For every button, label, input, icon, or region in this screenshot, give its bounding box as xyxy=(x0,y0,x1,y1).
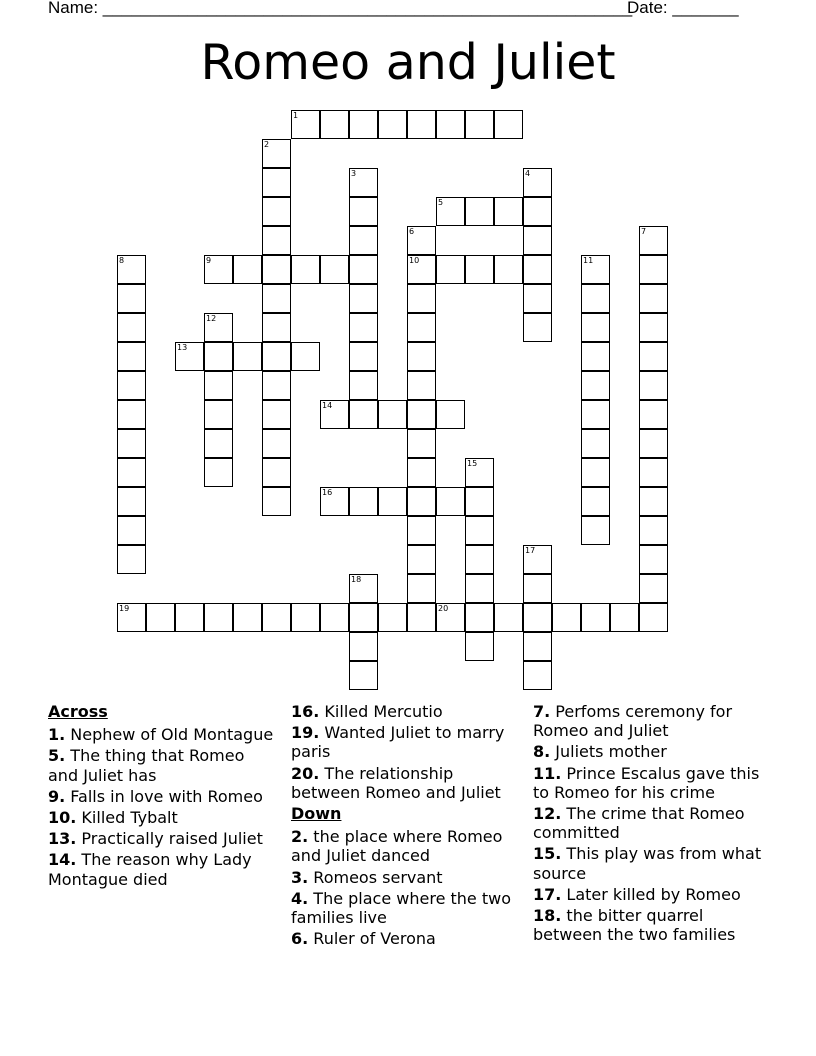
grid-cell[interactable] xyxy=(349,342,378,371)
grid-cell[interactable] xyxy=(465,487,494,516)
clue-text: The thing that Romeo and Juliet has xyxy=(48,746,245,785)
grid-cell[interactable] xyxy=(349,661,378,690)
clue-text: Perfoms ceremony for Romeo and Juliet xyxy=(533,702,733,741)
clue-text: Prince Escalus gave this to Romeo for his crime xyxy=(533,763,760,802)
grid-cell[interactable] xyxy=(378,110,407,139)
clue-item xyxy=(48,746,278,784)
clue-number: 5 xyxy=(438,198,444,207)
grid-cell[interactable] xyxy=(523,284,552,313)
clue-number: 13 xyxy=(177,343,188,352)
grid-cell[interactable] xyxy=(581,342,610,371)
grid-cell[interactable] xyxy=(523,226,552,255)
clue-number: 12 xyxy=(206,314,217,323)
clue-text: The reason why Lady Montague died xyxy=(48,850,252,889)
clue-text: The place where the two families live xyxy=(291,888,511,928)
clue-item xyxy=(533,764,773,802)
clue-item xyxy=(533,742,773,761)
name-field-label: Name: ________________________________________________________ xyxy=(48,0,633,17)
grid-cell[interactable] xyxy=(581,429,610,458)
grid-cell[interactable] xyxy=(262,197,291,226)
clue-number-label: 19. xyxy=(291,723,320,743)
clue-text: Killed Tybalt xyxy=(76,808,178,828)
grid-cell[interactable] xyxy=(465,255,494,284)
grid-cell[interactable] xyxy=(262,284,291,313)
grid-cell[interactable] xyxy=(349,603,378,632)
grid-cell[interactable] xyxy=(639,371,668,400)
grid-cell[interactable] xyxy=(407,110,436,139)
grid-cell[interactable] xyxy=(581,516,610,545)
grid-cell[interactable] xyxy=(117,371,146,400)
grid-cell[interactable] xyxy=(349,313,378,342)
clue-number-label: 4. xyxy=(291,888,309,908)
clue-text: The relationship between Romeo and Juliet xyxy=(291,763,501,802)
grid-cell[interactable] xyxy=(262,226,291,255)
grid-cell[interactable] xyxy=(262,139,291,168)
grid-cell[interactable] xyxy=(436,110,465,139)
grid-cell[interactable] xyxy=(233,603,262,632)
clue-text: the bitter quarrel between the two families xyxy=(533,906,736,945)
grid-cell[interactable] xyxy=(523,255,552,284)
grid-cell[interactable] xyxy=(262,603,291,632)
clue-text: Romeos servant xyxy=(308,867,443,887)
grid-cell[interactable] xyxy=(204,400,233,429)
grid-cell[interactable] xyxy=(262,342,291,371)
grid-cell[interactable] xyxy=(204,603,233,632)
grid-cell[interactable] xyxy=(117,342,146,371)
clue-number: 1 xyxy=(293,111,299,120)
grid-cell[interactable] xyxy=(407,545,436,574)
grid-cell[interactable] xyxy=(407,226,436,255)
grid-cell[interactable] xyxy=(291,342,320,371)
clue-number-label: 18. xyxy=(533,906,562,926)
grid-cell[interactable] xyxy=(465,110,494,139)
grid-cell[interactable] xyxy=(175,342,204,371)
grid-cell[interactable] xyxy=(349,574,378,603)
grid-cell[interactable] xyxy=(320,255,349,284)
grid-cell[interactable] xyxy=(465,516,494,545)
clue-number-label: 11. xyxy=(533,763,562,783)
grid-cell[interactable] xyxy=(291,603,320,632)
grid-cell[interactable] xyxy=(494,255,523,284)
clue-number-label: 16. xyxy=(291,702,320,721)
clue-item xyxy=(48,725,278,744)
grid-cell[interactable] xyxy=(639,342,668,371)
clue-item xyxy=(48,808,278,827)
grid-cell[interactable] xyxy=(639,545,668,574)
grid-cell[interactable] xyxy=(639,574,668,603)
grid-cell[interactable] xyxy=(407,574,436,603)
clue-item xyxy=(48,850,278,888)
grid-cell[interactable] xyxy=(523,603,552,632)
grid-cell[interactable] xyxy=(407,255,436,284)
clue-text: Practically raised Juliet xyxy=(76,829,263,849)
clue-text: Wanted Juliet to marry paris xyxy=(291,723,505,762)
grid-cell[interactable] xyxy=(581,400,610,429)
grid-cell[interactable] xyxy=(262,429,291,458)
clue-text: Ruler of Verona xyxy=(308,929,436,949)
clue-item xyxy=(291,889,527,927)
grid-cell[interactable] xyxy=(349,284,378,313)
clue-item xyxy=(48,829,278,848)
clue-number: 10 xyxy=(409,256,420,265)
clue-number-label: 5. xyxy=(48,746,66,766)
clue-number-label: 6. xyxy=(291,929,309,949)
clue-item xyxy=(291,868,527,887)
grid-cell[interactable] xyxy=(639,313,668,342)
grid-cell[interactable] xyxy=(204,429,233,458)
grid-cell[interactable] xyxy=(117,545,146,574)
clue-number: 8 xyxy=(119,256,125,265)
grid-cell[interactable] xyxy=(320,400,349,429)
grid-cell[interactable] xyxy=(523,574,552,603)
clue-item xyxy=(533,702,773,740)
grid-cell[interactable] xyxy=(436,487,465,516)
grid-cell[interactable] xyxy=(407,516,436,545)
grid-cell[interactable] xyxy=(407,371,436,400)
grid-cell[interactable] xyxy=(349,110,378,139)
clue-number-label: 3. xyxy=(291,867,309,887)
grid-cell[interactable] xyxy=(262,255,291,284)
clue-number-label: 8. xyxy=(533,742,551,762)
grid-cell[interactable] xyxy=(262,487,291,516)
grid-cell[interactable] xyxy=(639,487,668,516)
grid-cell[interactable] xyxy=(262,400,291,429)
grid-cell[interactable] xyxy=(436,255,465,284)
grid-cell[interactable] xyxy=(349,197,378,226)
grid-cell[interactable] xyxy=(523,168,552,197)
page-title: Romeo and Juliet xyxy=(200,34,616,91)
clue-number: 18 xyxy=(351,575,362,584)
clue-number: 14 xyxy=(322,401,333,410)
clue-text: Killed Mercutio xyxy=(319,702,443,721)
clue-text: Falls in love with Romeo xyxy=(65,786,263,806)
clue-number-label: 2. xyxy=(291,827,309,847)
clue-item xyxy=(533,906,773,944)
clue-text: Juliets mother xyxy=(550,742,667,762)
grid-cell[interactable] xyxy=(581,487,610,516)
grid-cell[interactable] xyxy=(436,400,465,429)
grid-cell[interactable] xyxy=(262,168,291,197)
grid-cell[interactable] xyxy=(407,400,436,429)
grid-cell[interactable] xyxy=(291,110,320,139)
clue-number-label: 1. xyxy=(48,725,66,745)
clue-number: 11 xyxy=(583,256,594,265)
grid-cell[interactable] xyxy=(639,255,668,284)
grid-cell[interactable] xyxy=(639,226,668,255)
clue-number: 16 xyxy=(322,488,333,497)
clue-text: the place where Romeo and Juliet danced xyxy=(291,827,503,866)
grid-cell[interactable] xyxy=(262,313,291,342)
grid-cell[interactable] xyxy=(639,284,668,313)
grid-cell[interactable] xyxy=(378,400,407,429)
grid-cell[interactable] xyxy=(146,603,175,632)
clue-item xyxy=(291,827,527,865)
grid-cell[interactable] xyxy=(465,545,494,574)
grid-cell[interactable] xyxy=(552,603,581,632)
grid-cell[interactable] xyxy=(523,313,552,342)
grid-cell[interactable] xyxy=(581,371,610,400)
clue-item xyxy=(533,844,773,882)
clue-number-label: 14. xyxy=(48,850,77,870)
grid-cell[interactable] xyxy=(349,168,378,197)
clue-column-1 xyxy=(48,702,278,891)
clue-text: Nephew of Old Montague xyxy=(65,725,274,745)
across-clue-list xyxy=(48,725,278,889)
grid-cell[interactable] xyxy=(581,458,610,487)
clue-item xyxy=(291,929,527,948)
clue-item xyxy=(533,885,773,904)
grid-cell[interactable] xyxy=(349,371,378,400)
grid-cell[interactable] xyxy=(436,197,465,226)
grid-cell[interactable] xyxy=(465,458,494,487)
grid-cell[interactable] xyxy=(320,110,349,139)
grid-cell[interactable] xyxy=(581,603,610,632)
grid-cell[interactable] xyxy=(407,342,436,371)
clue-item xyxy=(291,702,527,721)
grid-cell[interactable] xyxy=(407,603,436,632)
grid-cell[interactable] xyxy=(349,632,378,661)
grid-cell[interactable] xyxy=(465,197,494,226)
grid-cell[interactable] xyxy=(204,255,233,284)
grid-cell[interactable] xyxy=(465,574,494,603)
grid-cell[interactable] xyxy=(639,516,668,545)
clue-item xyxy=(48,787,278,806)
clue-column-2 xyxy=(291,702,527,950)
grid-cell[interactable] xyxy=(639,603,668,632)
clue-number: 15 xyxy=(467,459,478,468)
clue-number: 9 xyxy=(206,256,212,265)
grid-cell[interactable] xyxy=(581,284,610,313)
date-field-label: Date: _______ xyxy=(627,0,739,17)
grid-cell[interactable] xyxy=(262,371,291,400)
grid-cell[interactable] xyxy=(407,429,436,458)
grid-cell[interactable] xyxy=(465,632,494,661)
grid-cell[interactable] xyxy=(349,255,378,284)
clue-number: 19 xyxy=(119,604,130,613)
grid-cell[interactable] xyxy=(233,342,262,371)
clue-text: This play was from what source xyxy=(533,844,762,883)
grid-cell[interactable] xyxy=(407,487,436,516)
clue-number-label: 20. xyxy=(291,763,320,783)
grid-cell[interactable] xyxy=(494,110,523,139)
clue-number-label: 7. xyxy=(533,702,551,721)
clue-number-label: 9. xyxy=(48,786,66,806)
down-clue-list xyxy=(291,827,527,948)
grid-cell[interactable] xyxy=(117,603,146,632)
grid-cell[interactable] xyxy=(639,400,668,429)
grid-cell[interactable] xyxy=(117,313,146,342)
clue-number: 4 xyxy=(525,169,531,178)
grid-cell[interactable] xyxy=(407,313,436,342)
across-clue-list-continued xyxy=(291,702,527,802)
clue-number: 2 xyxy=(264,140,270,149)
grid-cell[interactable] xyxy=(117,284,146,313)
grid-cell[interactable] xyxy=(233,255,262,284)
grid-cell[interactable] xyxy=(378,487,407,516)
grid-cell[interactable] xyxy=(320,603,349,632)
grid-cell[interactable] xyxy=(117,458,146,487)
grid-cell[interactable] xyxy=(349,226,378,255)
grid-cell[interactable] xyxy=(204,342,233,371)
clue-text: Later killed by Romeo xyxy=(561,884,741,904)
grid-cell[interactable] xyxy=(117,487,146,516)
grid-cell[interactable] xyxy=(349,487,378,516)
grid-cell[interactable] xyxy=(581,255,610,284)
grid-cell[interactable] xyxy=(465,603,494,632)
clue-number: 17 xyxy=(525,546,536,555)
across-heading: Across xyxy=(48,702,108,721)
clue-item xyxy=(291,764,527,802)
down-heading: Down xyxy=(291,804,342,824)
grid-cell[interactable] xyxy=(204,458,233,487)
grid-cell[interactable] xyxy=(407,458,436,487)
clue-item xyxy=(291,723,527,761)
grid-cell[interactable] xyxy=(175,603,204,632)
grid-cell[interactable] xyxy=(320,487,349,516)
grid-cell[interactable] xyxy=(639,458,668,487)
grid-cell[interactable] xyxy=(204,313,233,342)
down-clue-list-continued xyxy=(533,702,773,944)
grid-cell[interactable] xyxy=(581,313,610,342)
clue-number-label: 15. xyxy=(533,844,562,864)
grid-cell[interactable] xyxy=(523,632,552,661)
clue-number: 7 xyxy=(641,227,647,236)
grid-cell[interactable] xyxy=(262,458,291,487)
grid-cell[interactable] xyxy=(436,603,465,632)
grid-cell[interactable] xyxy=(291,255,320,284)
grid-cell[interactable] xyxy=(639,429,668,458)
grid-cell[interactable] xyxy=(117,516,146,545)
grid-cell[interactable] xyxy=(349,400,378,429)
clue-number-label: 12. xyxy=(533,804,562,824)
clue-item xyxy=(533,804,773,842)
clue-number: 6 xyxy=(409,227,415,236)
clue-number: 3 xyxy=(351,169,357,178)
clue-number-label: 10. xyxy=(48,808,77,828)
grid-cell[interactable] xyxy=(523,545,552,574)
clue-number: 20 xyxy=(438,604,449,613)
grid-cell[interactable] xyxy=(610,603,639,632)
grid-cell[interactable] xyxy=(117,255,146,284)
grid-cell[interactable] xyxy=(117,400,146,429)
grid-cell[interactable] xyxy=(494,603,523,632)
grid-cell[interactable] xyxy=(204,371,233,400)
grid-cell[interactable] xyxy=(523,661,552,690)
clue-number-label: 13. xyxy=(48,829,77,849)
grid-cell[interactable] xyxy=(117,429,146,458)
grid-cell[interactable] xyxy=(378,603,407,632)
clue-text: The crime that Romeo committed xyxy=(533,804,745,843)
grid-cell[interactable] xyxy=(407,284,436,313)
clue-number-label: 17. xyxy=(533,884,562,904)
grid-cell[interactable] xyxy=(523,197,552,226)
grid-cell[interactable] xyxy=(494,197,523,226)
clue-column-3 xyxy=(533,702,773,946)
